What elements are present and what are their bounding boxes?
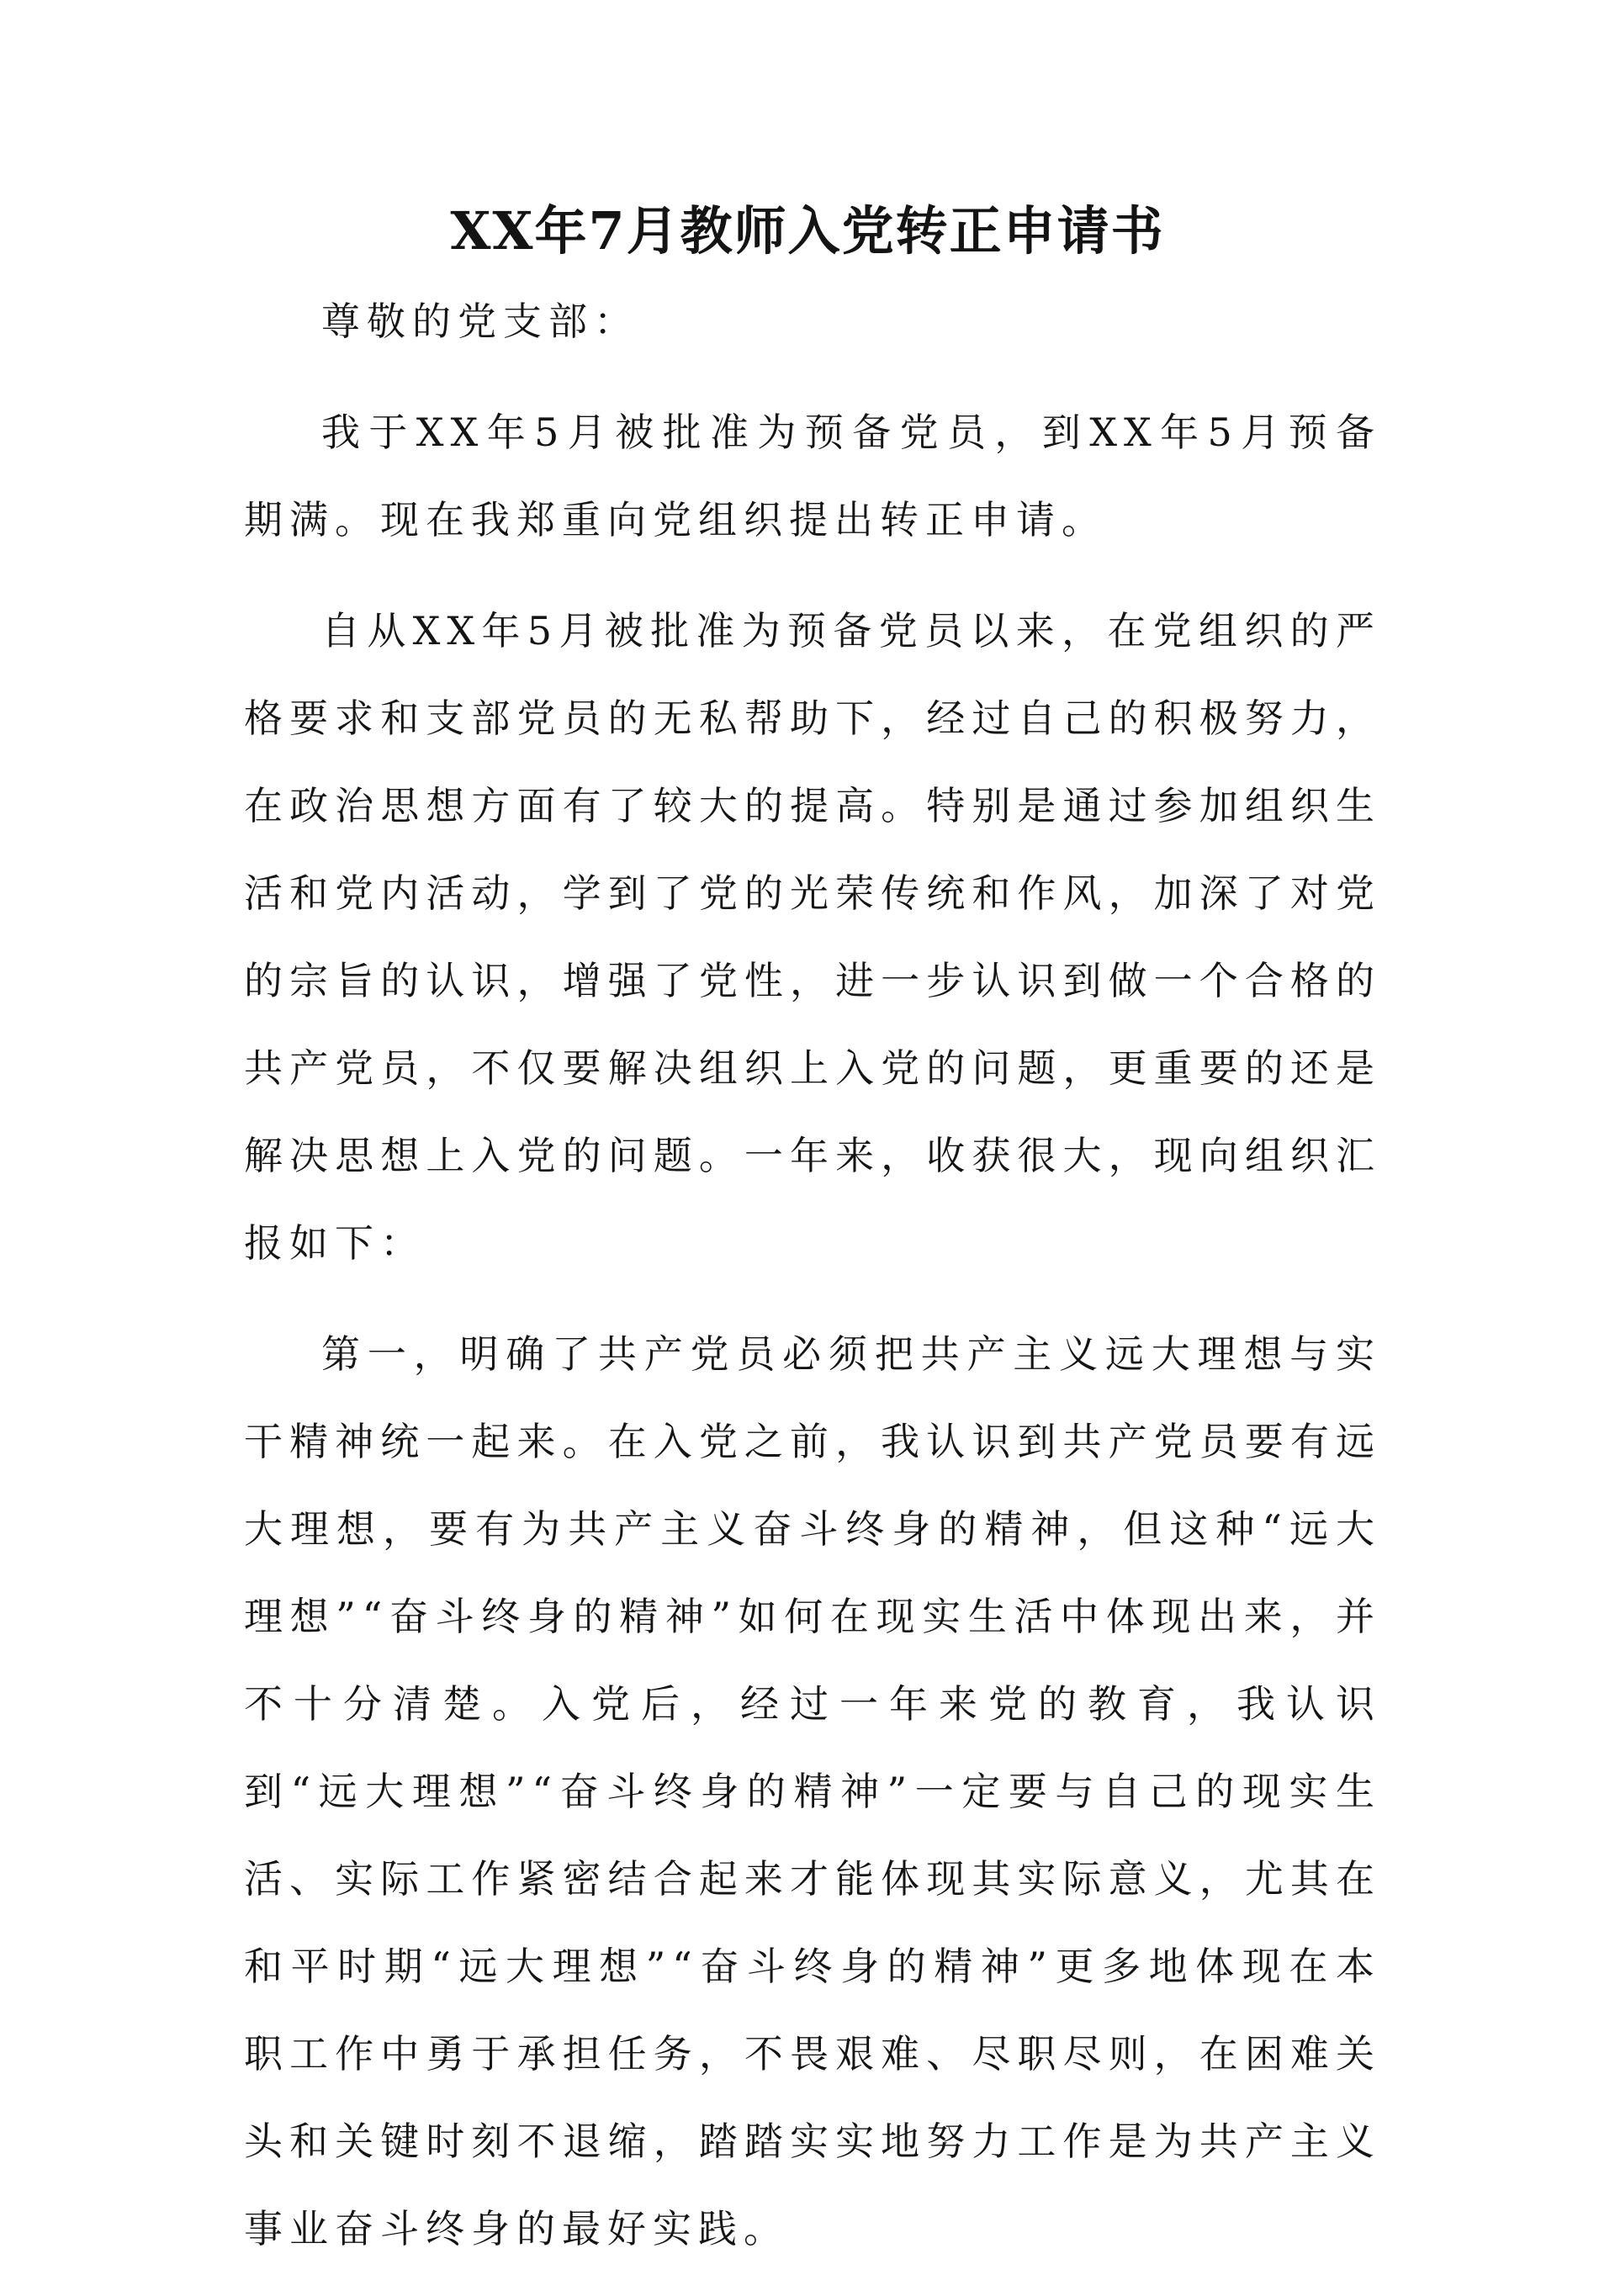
paragraph-application: 我于XX年5月被批准为预备党员，到XX年5月预备期满。现在我郑重向党组织提出转正申请。 <box>244 410 1381 542</box>
paragraph-progress: 自从XX年5月被批准为预备党员以来，在党组织的严格要求和支部党员的无私帮助下，经过自己的积极努力，在政治思想方面有了较大的提高。特别是通过参加组织生活和党内活动，学到了党的光荣传统和作风，加深了对党的宗旨的认识，增强了党性，进一步认识到做一个合格的共产党员，不仅要解决组织上入党的问题，更重要的还是解决思想上入党的问题。一年来，收获很大，现向组织汇报如下： <box>244 608 1381 1266</box>
paragraph-first-point: 第一，明确了共产党员必须把共产主义远大理想与实干精神统一起来。在入党之前，我认识到共产党员要有远大理想，要有为共产主义奋斗终身的精神，但这种“远大理想”“奋斗终身的精神”如何在现实生活中体现出来，并不十分清楚。入党后，经过一年来党的教育，我认识到“远大理想”“奋斗终身的精神”一定要与自己的现实生活、实际工作紧密结合起来才能体现其实际意义，尤其在和平时期“远大理想”“奋斗终身的精神”更多地体现在本职工作中勇于承担任务，不畏艰难、尽职尽则，在困难关头和关键时刻不退缩，踏踏实实地努力工作是为共产主义事业奋斗终身的最好实践。 <box>244 1331 1381 2251</box>
salutation: 尊敬的党支部： <box>321 299 639 344</box>
document-title: XX年7月教师入党转正申请书 <box>450 200 1165 262</box>
document-body <box>244 278 1381 2296</box>
